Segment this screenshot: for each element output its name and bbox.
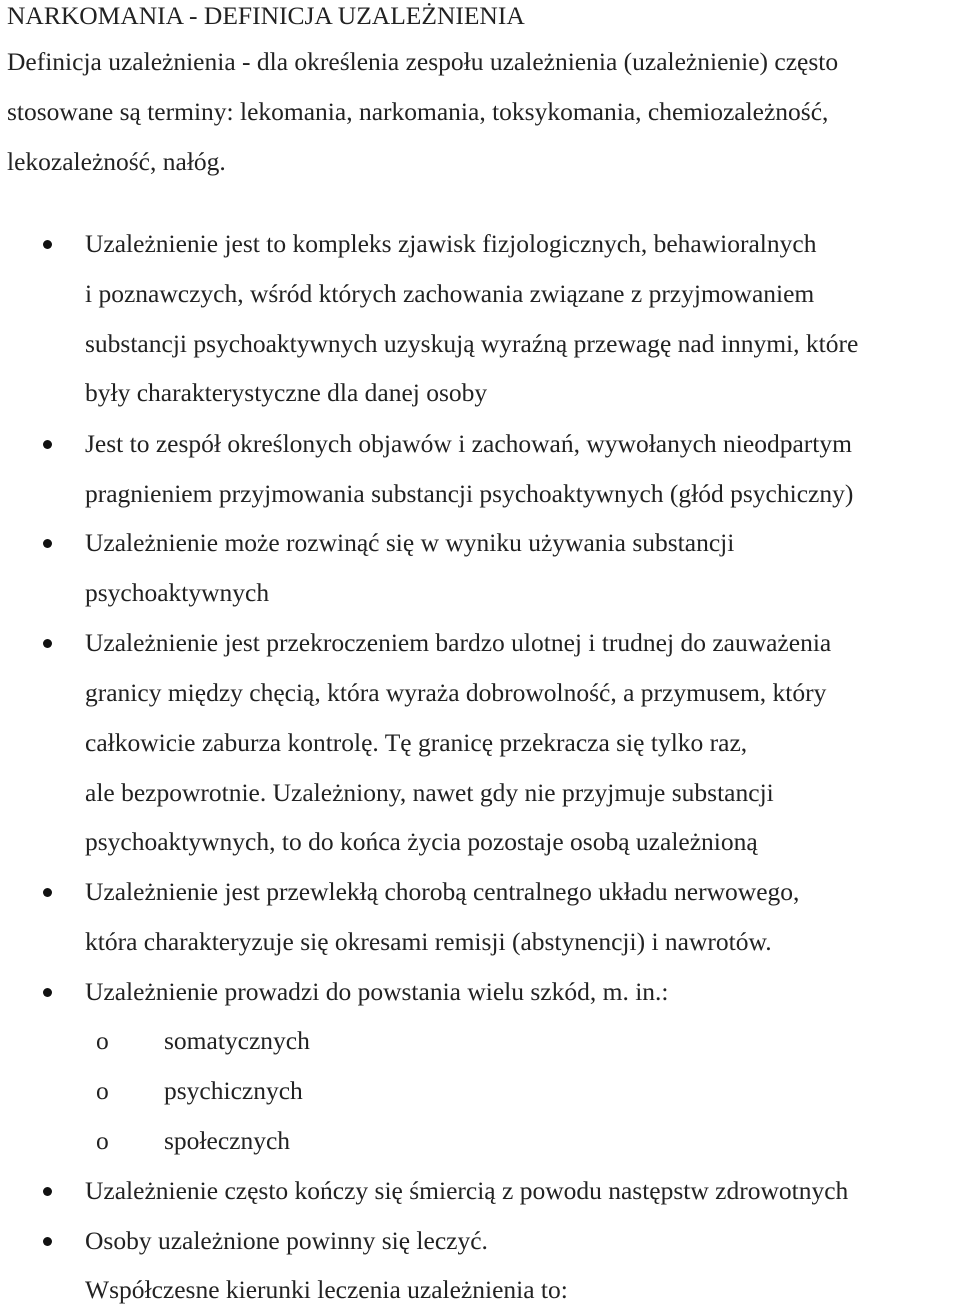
intro-line: Definicja uzależnienia - dla określenia zespołu uzależnienia (uzależnienie) często xyxy=(7,47,839,76)
bullet-line: psychoaktywnych, to do końca życia pozostaje osobą uzależnioną xyxy=(85,827,758,856)
bullet-dot xyxy=(43,1187,52,1196)
bullet-line: substancji psychoaktywnych uzyskują wyraźną przewagę nad innymi, które xyxy=(85,329,859,358)
bullet-line: ale bezpowrotnie. Uzależniony, nawet gdy nie przyjmuje substancji xyxy=(85,778,774,807)
bullet-line: Jest to zespół określonych objawów i zachowań, wywołanych nieodpartym xyxy=(85,429,852,458)
bullet-line: całkowicie zaburza kontrolę. Tę granicę przekracza się tylko raz, xyxy=(85,728,748,757)
sub-bullet-marker: o xyxy=(96,1026,109,1055)
sub-bullet-marker: o xyxy=(96,1076,109,1105)
bullet-dot xyxy=(43,1237,52,1246)
bullet-dot xyxy=(43,440,52,449)
bullet-dot xyxy=(43,240,52,249)
bullet-line: Uzależnienie jest to kompleks zjawisk fizjologicznych, behawioralnych xyxy=(85,229,817,258)
bullet-line: pragnieniem przyjmowania substancji psychoaktywnych (głód psychiczny) xyxy=(85,479,854,508)
bullet-line: granicy między chęcią, która wyraża dobrowolność, a przymusem, który xyxy=(85,678,827,707)
sub-item: somatycznych xyxy=(164,1026,310,1055)
bullet-line: Uzależnienie prowadzi do powstania wielu szkód, m. in.: xyxy=(85,977,669,1006)
bullet-line: która charakteryzuje się okresami remisji (abstynencji) i nawrotów. xyxy=(85,927,772,956)
sub-bullet-marker: o xyxy=(96,1126,109,1155)
trailing-line: Współczesne kierunki leczenia uzależnienia to: xyxy=(85,1275,568,1304)
sub-item: psychicznych xyxy=(164,1076,303,1105)
bullet-line: psychoaktywnych xyxy=(85,578,270,607)
bullet-dot xyxy=(43,639,52,648)
bullet-line: Uzależnienie często kończy się śmiercią z powodu następstw zdrowotnych xyxy=(85,1176,849,1205)
bullet-line: Uzależnienie jest przewlekłą chorobą centralnego układu nerwowego, xyxy=(85,877,800,906)
bullet-line: Uzależnienie może rozwinąć się w wyniku używania substancji xyxy=(85,528,735,557)
bullet-dot xyxy=(43,888,52,897)
intro-line: stosowane są terminy: lekomania, narkomania, toksykomania, chemiozależność, xyxy=(7,97,829,126)
bullet-line: Osoby uzależnione powinny się leczyć. xyxy=(85,1226,488,1255)
bullet-line: i poznawczych, wśród których zachowania związane z przyjmowaniem xyxy=(85,279,815,308)
document-heading: NARKOMANIA - DEFINICJA UZALEŻNIENIA xyxy=(7,1,525,30)
bullet-dot xyxy=(43,539,52,548)
bullet-line: Uzależnienie jest przekroczeniem bardzo ulotnej i trudnej do zauważenia xyxy=(85,628,832,657)
sub-item: społecznych xyxy=(164,1126,291,1155)
bullet-dot xyxy=(43,988,52,997)
bullet-line: były charakterystyczne dla danej osoby xyxy=(85,378,488,407)
intro-line: lekozależność, nałóg. xyxy=(7,147,226,176)
